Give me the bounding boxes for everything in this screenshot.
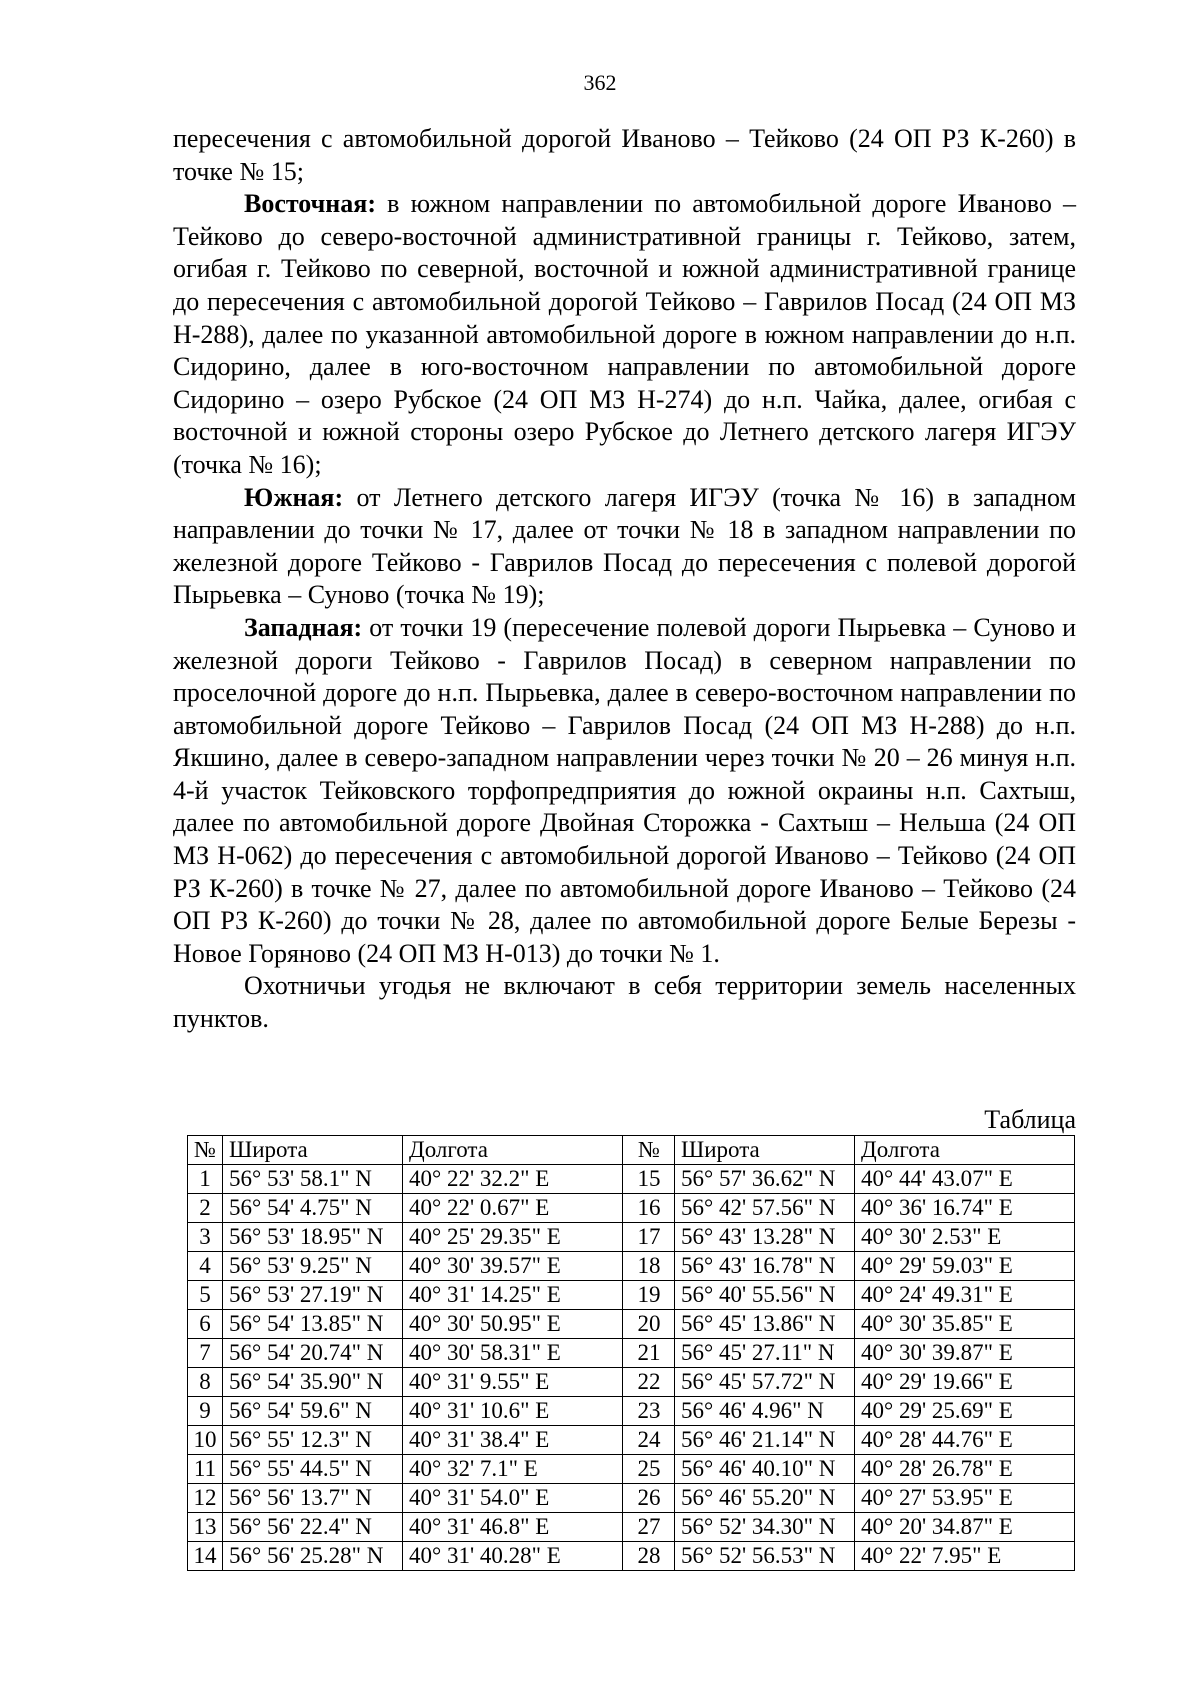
table-header-row bbox=[188, 1136, 1075, 1165]
table-cell: 40° 29' 25.69" E bbox=[855, 1397, 1075, 1426]
table-cell: 2 bbox=[188, 1194, 223, 1223]
column-header: Долгота bbox=[855, 1136, 1075, 1165]
heading-west: Западная: bbox=[244, 612, 363, 642]
table-cell: 40° 30' 2.53" E bbox=[855, 1223, 1075, 1252]
table-cell: 40° 30' 58.31" E bbox=[403, 1339, 623, 1368]
table-row bbox=[188, 1397, 1075, 1426]
table-cell: 40° 22' 7.95" E bbox=[855, 1542, 1075, 1571]
table-cell: 40° 22' 32.2" E bbox=[403, 1165, 623, 1194]
table-caption: Таблица bbox=[984, 1105, 1076, 1134]
table-cell: 11 bbox=[188, 1455, 223, 1484]
table-cell: 17 bbox=[623, 1223, 675, 1252]
table-cell: 3 bbox=[188, 1223, 223, 1252]
table-cell: 24 bbox=[623, 1426, 675, 1455]
table-cell: 7 bbox=[188, 1339, 223, 1368]
table-cell: 56° 43' 16.78" N bbox=[675, 1252, 855, 1281]
table-cell: 40° 22' 0.67" E bbox=[403, 1194, 623, 1223]
table-cell: 56° 45' 27.11" N bbox=[675, 1339, 855, 1368]
paragraph-text: пересечения с автомобильной дорогой Иваново – Тейково (24 ОП РЗ К-260) в точке № 15; bbox=[173, 124, 1076, 186]
table-cell: 56° 53' 9.25" N bbox=[223, 1252, 403, 1281]
document-body bbox=[173, 123, 1076, 1036]
table-row bbox=[188, 1426, 1075, 1455]
table-cell: 56° 57' 36.62" N bbox=[675, 1165, 855, 1194]
table-cell: 56° 45' 13.86" N bbox=[675, 1310, 855, 1339]
table-cell: 56° 46' 21.14" N bbox=[675, 1426, 855, 1455]
table-row bbox=[188, 1281, 1075, 1310]
column-header: Широта bbox=[675, 1136, 855, 1165]
table-cell: 40° 32' 7.1" E bbox=[403, 1455, 623, 1484]
paragraph bbox=[173, 123, 1076, 188]
column-header: Долгота bbox=[403, 1136, 623, 1165]
table-cell: 40° 20' 34.87" E bbox=[855, 1513, 1075, 1542]
table-cell: 40° 24' 49.31" E bbox=[855, 1281, 1075, 1310]
paragraph-text: от Летнего детского лагеря ИГЭУ (точка № 16) в западном направлении до точки № 17, далее от точки № 18 в западном направлении по железной дороге Тейково - Гаврилов Посад до пересечения с полевой дорогой Пырьевка – Суново (точка № 19); bbox=[173, 482, 1076, 610]
paragraph-text: от точки 19 (пересечение полевой дороги Пырьевка – Суново и железной дороги Тейково - Гаврилов Посад) в северном направлении по проселочной дороге до н.п. Пырьевка, далее в северо-восточном направлении по автомобильной дороге Тейково – Гаврилов Посад (24 ОП МЗ Н-288) до н.п. Якшино, далее в северо-западном направлении через точки № 20 – 26 минуя н.п. 4-й участок Тейковского торфопредприятия до южной окраины н.п. Сахтыш, далее по автомобильной дороге Двойная Сторожка - Сахтыш – Нельша (24 ОП МЗ Н-062) до пересечения с автомобильной дорогой Иваново – Тейково (24 ОП РЗ К-260) в точке № 27, далее по автомобильной дороге Иваново – Тейково (24 ОП РЗ К-260) до точки № 28, далее по автомобильной дороге Белые Березы - Новое Горяново (24 ОП МЗ Н-013) до точки № 1. bbox=[173, 612, 1076, 968]
table-body bbox=[188, 1165, 1075, 1571]
table-row bbox=[188, 1223, 1075, 1252]
table-cell: 40° 30' 39.87" E bbox=[855, 1339, 1075, 1368]
table-cell: 56° 54' 59.6" N bbox=[223, 1397, 403, 1426]
table-row bbox=[188, 1542, 1075, 1571]
table-cell: 19 bbox=[623, 1281, 675, 1310]
table-cell: 27 bbox=[623, 1513, 675, 1542]
paragraph-west bbox=[173, 612, 1076, 971]
table-cell: 40° 29' 59.03" E bbox=[855, 1252, 1075, 1281]
table-cell: 40° 31' 54.0" E bbox=[403, 1484, 623, 1513]
table-cell: 26 bbox=[623, 1484, 675, 1513]
table-cell: 10 bbox=[188, 1426, 223, 1455]
table-cell: 56° 54' 4.75" N bbox=[223, 1194, 403, 1223]
paragraph-note bbox=[173, 970, 1076, 1035]
table-cell: 40° 31' 9.55" E bbox=[403, 1368, 623, 1397]
table-row bbox=[188, 1484, 1075, 1513]
table-cell: 40° 30' 35.85" E bbox=[855, 1310, 1075, 1339]
table-row bbox=[188, 1194, 1075, 1223]
table-cell: 8 bbox=[188, 1368, 223, 1397]
table-cell: 56° 52' 34.30" N bbox=[675, 1513, 855, 1542]
table-cell: 40° 30' 50.95" E bbox=[403, 1310, 623, 1339]
table-cell: 22 bbox=[623, 1368, 675, 1397]
table-cell: 56° 42' 57.56" N bbox=[675, 1194, 855, 1223]
table-cell: 56° 43' 13.28" N bbox=[675, 1223, 855, 1252]
table-cell: 20 bbox=[623, 1310, 675, 1339]
table-cell: 56° 53' 58.1" N bbox=[223, 1165, 403, 1194]
table-cell: 9 bbox=[188, 1397, 223, 1426]
table-row bbox=[188, 1513, 1075, 1542]
table-cell: 56° 54' 35.90" N bbox=[223, 1368, 403, 1397]
table-cell: 40° 44' 43.07" E bbox=[855, 1165, 1075, 1194]
table-cell: 18 bbox=[623, 1252, 675, 1281]
column-header: № bbox=[623, 1136, 675, 1165]
table-cell: 16 bbox=[623, 1194, 675, 1223]
table-cell: 13 bbox=[188, 1513, 223, 1542]
table-cell: 56° 52' 56.53" N bbox=[675, 1542, 855, 1571]
coordinates-table bbox=[187, 1135, 1075, 1571]
table-cell: 56° 54' 20.74" N bbox=[223, 1339, 403, 1368]
table-cell: 40° 31' 40.28" E bbox=[403, 1542, 623, 1571]
table-cell: 56° 40' 55.56" N bbox=[675, 1281, 855, 1310]
table-cell: 40° 29' 19.66" E bbox=[855, 1368, 1075, 1397]
paragraph-south bbox=[173, 482, 1076, 612]
table-cell: 56° 46' 40.10" N bbox=[675, 1455, 855, 1484]
table-cell: 1 bbox=[188, 1165, 223, 1194]
table-row bbox=[188, 1455, 1075, 1484]
table-cell: 40° 28' 44.76" E bbox=[855, 1426, 1075, 1455]
table-row bbox=[188, 1252, 1075, 1281]
table-cell: 25 bbox=[623, 1455, 675, 1484]
column-header: № bbox=[188, 1136, 223, 1165]
table-cell: 40° 27' 53.95" E bbox=[855, 1484, 1075, 1513]
table-cell: 56° 53' 18.95" N bbox=[223, 1223, 403, 1252]
table-cell: 56° 54' 13.85" N bbox=[223, 1310, 403, 1339]
table-cell: 56° 45' 57.72" N bbox=[675, 1368, 855, 1397]
table-cell: 40° 31' 38.4" E bbox=[403, 1426, 623, 1455]
table-cell: 12 bbox=[188, 1484, 223, 1513]
table-cell: 56° 53' 27.19" N bbox=[223, 1281, 403, 1310]
table-cell: 14 bbox=[188, 1542, 223, 1571]
table-row bbox=[188, 1368, 1075, 1397]
table-cell: 15 bbox=[623, 1165, 675, 1194]
heading-south: Южная: bbox=[244, 482, 344, 512]
table-cell: 56° 46' 55.20" N bbox=[675, 1484, 855, 1513]
table-row bbox=[188, 1310, 1075, 1339]
column-header: Широта bbox=[223, 1136, 403, 1165]
table-cell: 56° 56' 13.7" N bbox=[223, 1484, 403, 1513]
table-cell: 23 bbox=[623, 1397, 675, 1426]
table-cell: 28 bbox=[623, 1542, 675, 1571]
table-cell: 4 bbox=[188, 1252, 223, 1281]
table-cell: 40° 31' 46.8" E bbox=[403, 1513, 623, 1542]
table-cell: 40° 28' 26.78" E bbox=[855, 1455, 1075, 1484]
table-row bbox=[188, 1339, 1075, 1368]
paragraph-text: в южном направлении по автомобильной дороге Иваново – Тейково до северо-восточной административной границы г. Тейково, затем, огибая г. Тейково по северной, восточной и южной административной границе до пересечения с автомобильной дорогой Тейково – Гаврилов Посад (24 ОП МЗ Н-288), далее по указанной автомобильной дороге в южном направлении до н.п. Сидорино, далее в юго-восточном направлении по автомобильной дороге Сидорино – озеро Рубское (24 ОП МЗ Н-274) до н.п. Чайка, далее, огибая с восточной и южной стороны озеро Рубское до Летнего детского лагеря ИГЭУ (точка № 16); bbox=[173, 189, 1076, 479]
table-row bbox=[188, 1165, 1075, 1194]
paragraph-east bbox=[173, 188, 1076, 481]
table-cell: 40° 36' 16.74" E bbox=[855, 1194, 1075, 1223]
table-cell: 40° 25' 29.35" E bbox=[403, 1223, 623, 1252]
paragraph-text: Охотничьи угодья не включают в себя территории земель населенных пунктов. bbox=[173, 971, 1076, 1034]
table-cell: 6 bbox=[188, 1310, 223, 1339]
table-cell: 40° 31' 14.25" E bbox=[403, 1281, 623, 1310]
table-cell: 40° 31' 10.6" E bbox=[403, 1397, 623, 1426]
heading-east: Восточная: bbox=[244, 189, 377, 219]
table-cell: 5 bbox=[188, 1281, 223, 1310]
table-cell: 56° 56' 25.28" N bbox=[223, 1542, 403, 1571]
page-number: 362 bbox=[583, 70, 617, 95]
table-cell: 56° 55' 12.3" N bbox=[223, 1426, 403, 1455]
table-cell: 56° 46' 4.96" N bbox=[675, 1397, 855, 1426]
table-cell: 56° 55' 44.5" N bbox=[223, 1455, 403, 1484]
table-cell: 40° 30' 39.57" E bbox=[403, 1252, 623, 1281]
table-cell: 21 bbox=[623, 1339, 675, 1368]
table-cell: 56° 56' 22.4" N bbox=[223, 1513, 403, 1542]
